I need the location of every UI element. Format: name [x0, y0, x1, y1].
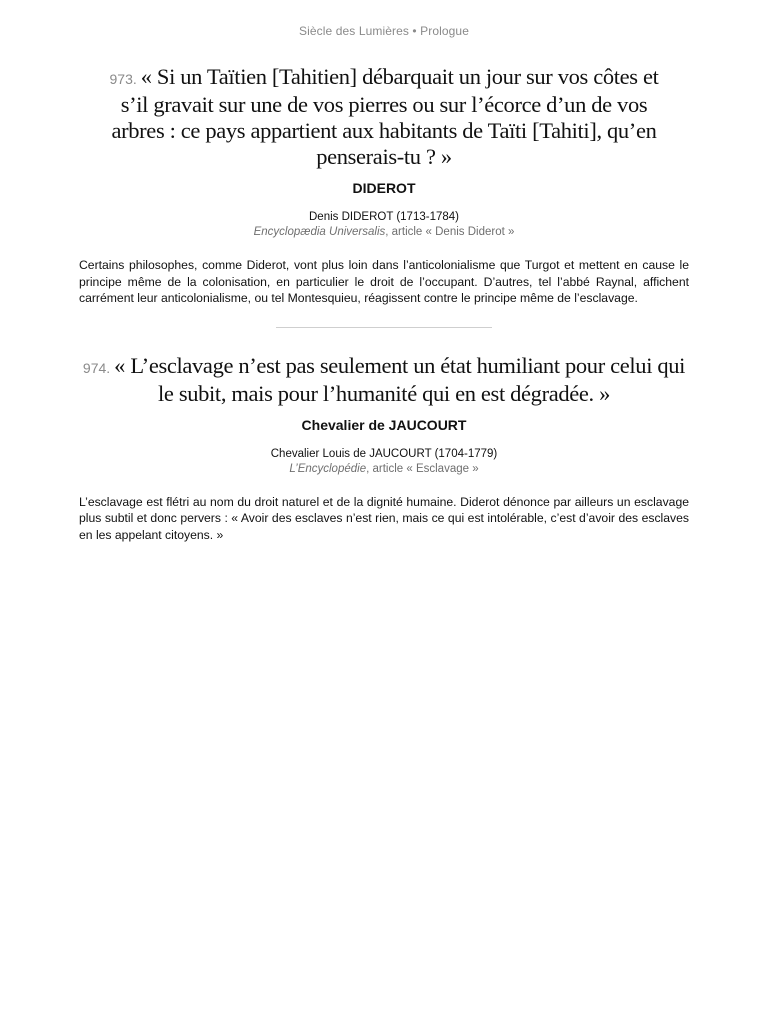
- author-short-name: Chevalier de JAUCOURT: [301, 416, 467, 433]
- commentary-paragraph: L’esclavage est flétri au nom du droit naturel et de la dignité humaine. Diderot dénonce par ailleurs un esclavage plus subtil et donc pervers : « Avoir des esclaves n’est rien, mais ce qui est intolérable, c’est d’avoir des esclaves en les appelant citoyens. »: [79, 494, 689, 542]
- source-detail: , article « Denis Diderot »: [385, 226, 515, 238]
- source-citation: [79, 462, 689, 477]
- source-work: Encyclopædia Universalis: [253, 226, 386, 238]
- author-short-name: DIDEROT: [352, 180, 416, 196]
- section-divider: [276, 327, 492, 328]
- quote-text: [79, 353, 689, 407]
- quote-body: « Si un Taïtien [Tahitien] débarquait un jour sur vos côtes et s’il gravait sur une de vos pierres ou sur l’écorce d’un de vos arbres : ce pays appartient aux habitants de Taïti [Tahiti], qu’en penserais-tu ? »: [111, 64, 659, 169]
- running-head: Siècle des Lumières • Prologue: [299, 24, 469, 38]
- quote-text: [94, 64, 674, 170]
- author-full-name: Chevalier Louis de JAUCOURT (1704-1779): [270, 447, 498, 460]
- quote-number: 973.: [109, 71, 137, 87]
- quote-body: « L’esclavage n’est pas seulement un état humiliant pour celui qui le subit, mais pour l’humanité qui en est dégradée. »: [114, 352, 686, 406]
- commentary-paragraph: Certains philosophes, comme Diderot, vont plus loin dans l’anticolonialisme que Turgot et mettent en cause le principe même de la colonisation, en particulier le droit de l’occupant. D’autres, tel l’abbé Raynal, affichent carrément leur anticolonialisme, ou tel Montesquieu, réagissent contre le principe même de l’esclavage.: [79, 258, 689, 305]
- source-citation: [79, 225, 689, 240]
- quote-number: 974.: [82, 359, 111, 376]
- quote-entry: [79, 353, 689, 544]
- author-full-name: Denis DIDEROT (1713-1784): [309, 211, 459, 223]
- source-detail: , article « Esclavage »: [366, 462, 479, 475]
- quote-entry: [79, 64, 689, 307]
- source-work: L’Encyclopédie: [289, 462, 367, 475]
